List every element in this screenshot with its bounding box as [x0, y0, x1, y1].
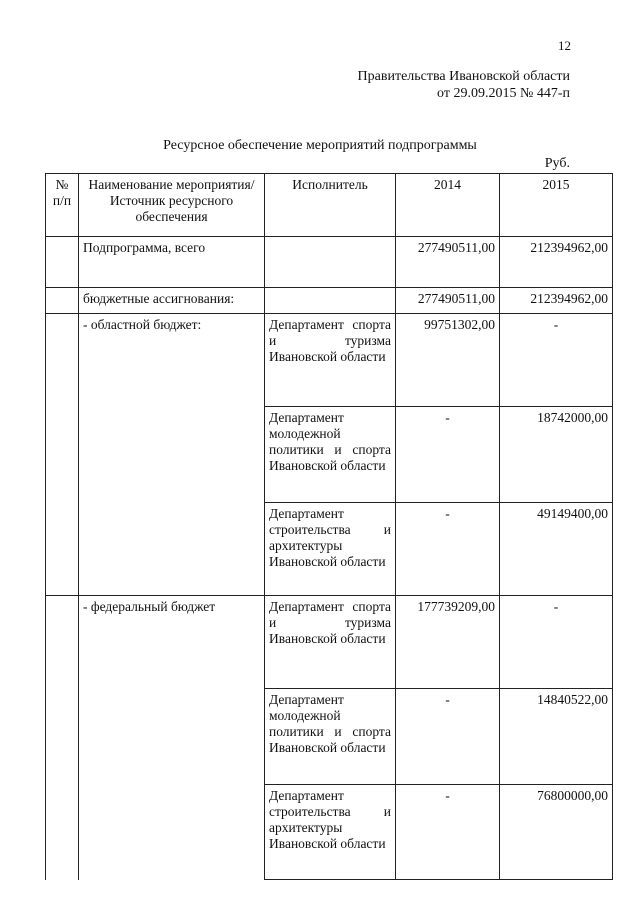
col-header-name: Наименование мероприятия/Источник ресурсного обеспечения [79, 174, 265, 237]
cell-num [46, 237, 79, 288]
cell-executor: Департамент молодежной политики и спорта Ивановской области [265, 689, 396, 785]
cell-2015: 49149400,00 [500, 503, 613, 596]
table-row-total [46, 237, 613, 288]
cell-name: Подпрограмма, всего [79, 237, 265, 288]
cell-executor: Департамент строительства и архитектуры Ивановской области [265, 785, 396, 880]
cell-2014: 277490511,00 [396, 288, 500, 314]
cell-2014: 177739209,00 [396, 596, 500, 689]
cell-2014: - [396, 503, 500, 596]
cell-executor: Департамент спорта и туризма Ивановской области [265, 596, 396, 689]
cell-num [46, 314, 79, 596]
cell-name: - областной бюджет: [79, 314, 265, 596]
cell-num [46, 288, 79, 314]
cell-2014: - [396, 785, 500, 880]
cell-2015: 14840522,00 [500, 689, 613, 785]
col-header-2014: 2014 [396, 174, 500, 237]
cell-2015: - [500, 314, 613, 407]
cell-2015: 212394962,00 [500, 237, 613, 288]
cell-2014: - [396, 689, 500, 785]
col-header-2015: 2015 [500, 174, 613, 237]
cell-executor: Департамент спорта и туризма Ивановской области [265, 314, 396, 407]
document-header [358, 68, 570, 102]
table-row-federal-1 [46, 596, 613, 689]
page-number: 12 [558, 38, 571, 53]
table-header-row [46, 174, 613, 237]
table-row-regional-1 [46, 314, 613, 407]
resources-table [45, 173, 613, 880]
header-line-1: Правительства Ивановской области [357, 69, 570, 84]
cell-executor [265, 288, 396, 314]
cell-2015: 76800000,00 [500, 785, 613, 880]
header-line-2: от 29.09.2015 № 447-п [437, 86, 570, 101]
cell-2014: - [396, 407, 500, 503]
cell-2014: 277490511,00 [396, 237, 500, 288]
cell-num [46, 596, 79, 880]
cell-name: - федеральный бюджет [79, 596, 265, 880]
col-header-num: № п/п [46, 174, 79, 237]
currency-label: Руб. [544, 156, 570, 171]
table-row-budget [46, 288, 613, 314]
cell-executor: Департамент молодежной политики и спорта Ивановской области [265, 407, 396, 503]
document-title: Ресурсное обеспечение мероприятий подпрограммы [163, 138, 477, 153]
cell-2015: 18742000,00 [500, 407, 613, 503]
cell-executor [265, 237, 396, 288]
cell-name: бюджетные ассигнования: [79, 288, 265, 314]
cell-2014: 99751302,00 [396, 314, 500, 407]
cell-2015: - [500, 596, 613, 689]
col-header-executor: Исполнитель [265, 174, 396, 237]
cell-2015: 212394962,00 [500, 288, 613, 314]
cell-executor: Департамент строительства и архитектуры Ивановской области [265, 503, 396, 596]
